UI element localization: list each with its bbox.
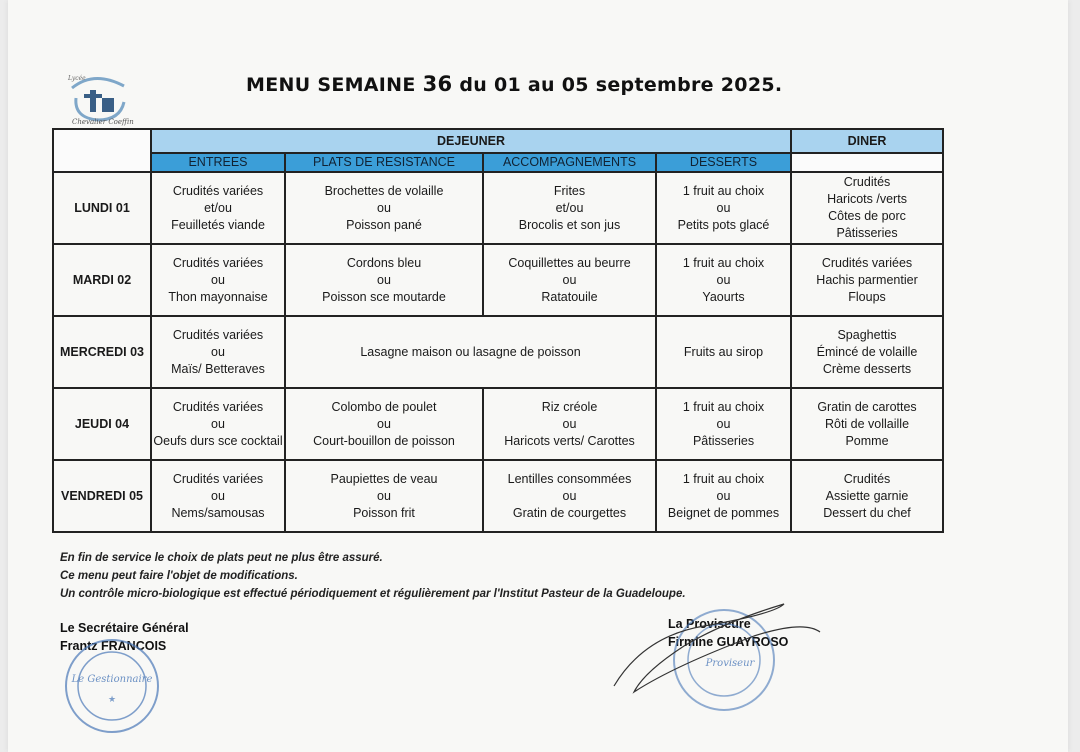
cell-line: Fruits au sirop xyxy=(683,344,764,359)
cell-line: Petits pots glacé xyxy=(677,217,770,232)
cell-line: ou xyxy=(562,416,577,431)
cell-line: et/ou xyxy=(555,200,584,215)
cell-line: Côtes de porc xyxy=(828,209,906,223)
cell-line: Pâtisseries xyxy=(836,226,898,240)
title-prefix: MENU SEMAINE xyxy=(246,74,416,96)
cell-line: ou xyxy=(211,344,225,359)
cell-line: Pomme xyxy=(845,433,889,448)
week-number: 36 xyxy=(422,72,453,96)
cell-line: ou xyxy=(211,416,225,431)
day-cell: LUNDI 01 xyxy=(53,172,151,244)
cell-line: et/ou xyxy=(204,200,232,215)
cell-line: 1 fruit au choix xyxy=(682,183,765,198)
cell-line: Thon mayonnaise xyxy=(168,289,268,304)
desserts-cell xyxy=(656,316,791,388)
cell-line: 1 fruit au choix xyxy=(682,471,765,486)
merged-plat-cell: Lasagne maison ou lasagne de poisson xyxy=(285,316,656,388)
cell-line: Poisson sce moutarde xyxy=(322,289,446,304)
logo-caption: Chevalier Coeffin xyxy=(72,118,134,126)
entrees-cell xyxy=(151,460,285,532)
cell-line: ou xyxy=(377,200,391,215)
cell-line: Floups xyxy=(848,289,886,304)
cell-line: Poisson frit xyxy=(353,505,415,520)
cell-line: Beignet de pommes xyxy=(667,505,780,520)
table-row xyxy=(53,460,943,532)
cell-line: ou xyxy=(562,272,577,287)
note-line: Ce menu peut faire l'objet de modifications. xyxy=(60,570,298,582)
diner-cell xyxy=(791,244,943,316)
plats-cell xyxy=(285,172,483,244)
cell-line: Court-bouillon de poisson xyxy=(313,433,455,448)
cell-line: ou xyxy=(211,488,225,503)
cell-line: ou xyxy=(211,272,225,287)
table-row xyxy=(53,316,943,388)
desserts-cell xyxy=(656,388,791,460)
group-header-dinner: DINER xyxy=(791,129,943,153)
desserts-cell xyxy=(656,460,791,532)
accompagnements-cell xyxy=(483,172,656,244)
cell-line: Crudités variées xyxy=(172,327,264,342)
cell-line: Dessert du chef xyxy=(823,505,911,520)
cell-line: Crudités variées xyxy=(172,399,264,414)
cell-line: ou xyxy=(716,488,731,503)
cell-line: ou xyxy=(716,272,731,287)
day-cell: VENDREDI 05 xyxy=(53,460,151,532)
menu-table xyxy=(52,128,944,533)
cell-line: Oeufs durs sce cocktail xyxy=(153,433,283,448)
cell-line: Crudités xyxy=(843,471,891,486)
note-line: Un contrôle micro-biologique est effectué périodiquement et régulièrement par l'Institut Pasteur de la Guadeloupe. xyxy=(60,588,686,600)
cell-line: Crudités variées xyxy=(821,255,913,270)
plats-cell xyxy=(285,388,483,460)
plats-cell xyxy=(285,244,483,316)
cell-line: 1 fruit au choix xyxy=(682,399,765,414)
cell-line: Crudités xyxy=(843,175,891,189)
cell-line: Assiette garnie xyxy=(825,488,909,503)
svg-text:★: ★ xyxy=(107,694,117,704)
day-cell: JEUDI 04 xyxy=(53,388,151,460)
entrees-cell xyxy=(151,316,285,388)
diner-cell xyxy=(791,172,943,244)
cell-line: Yaourts xyxy=(702,289,745,304)
stamp-right-text: Proviseur xyxy=(705,658,755,669)
cell-line: Nems/samousas xyxy=(171,505,265,520)
diner-cell xyxy=(791,460,943,532)
cell-line: Haricots verts/ Carottes xyxy=(504,433,635,448)
cell-line: Pâtisseries xyxy=(692,433,755,448)
cell-line: Riz créole xyxy=(541,399,598,414)
cell-line: Brochettes de volaille xyxy=(324,183,444,198)
signature-name: Firmine GUAYROSO xyxy=(668,635,789,649)
cell-line: 1 fruit au choix xyxy=(682,255,765,270)
cell-line: Colombo de poulet xyxy=(331,399,437,414)
cell-line: Paupiettes de veau xyxy=(330,471,438,486)
cell-line: Spaghettis xyxy=(837,327,897,342)
stamp-left xyxy=(56,636,168,736)
cell-line: Crudités variées xyxy=(172,471,264,486)
cell-line: Frites xyxy=(553,183,586,198)
cell-line: ou xyxy=(377,488,391,503)
cell-line: Lentilles consommées xyxy=(507,471,632,486)
footer-notes xyxy=(60,549,686,603)
table-row xyxy=(53,244,943,316)
cell-line: Crudités variées xyxy=(172,255,264,270)
cell-line: ou xyxy=(377,272,391,287)
cell-line: Crudités variées xyxy=(172,183,264,198)
cell-line: ou xyxy=(716,200,731,215)
accompagnements-cell xyxy=(483,460,656,532)
entrees-cell xyxy=(151,244,285,316)
cell-line: Crème desserts xyxy=(822,361,912,376)
note-line: En fin de service le choix de plats peut ne plus être assuré. xyxy=(60,552,383,564)
cell-line: Cordons bleu xyxy=(346,255,422,270)
column-header: ENTREES xyxy=(151,153,285,172)
dinner-subheader-blank xyxy=(791,153,943,172)
cell-line: Brocolis et son jus xyxy=(518,217,621,232)
stamp-right xyxy=(604,596,824,720)
cell-line: Maïs/ Betteraves xyxy=(171,361,265,376)
group-header-lunch: DEJEUNER xyxy=(151,129,791,153)
entrees-cell xyxy=(151,172,285,244)
day-cell: MERCREDI 03 xyxy=(53,316,151,388)
signature-role: Le Secrétaire Général xyxy=(60,621,189,635)
signature-name: Frantz FRANCOIS xyxy=(60,639,167,653)
table-row xyxy=(53,388,943,460)
page-title xyxy=(246,72,782,96)
accompagnements-cell xyxy=(483,244,656,316)
cell-line: ou xyxy=(377,416,391,431)
svg-text:Lycée: Lycée xyxy=(68,75,86,82)
desserts-cell xyxy=(656,172,791,244)
desserts-cell xyxy=(656,244,791,316)
title-suffix: du 01 au 05 septembre 2025. xyxy=(459,74,783,96)
signature-role: La Proviseure xyxy=(668,617,751,631)
day-cell: MARDI 02 xyxy=(53,244,151,316)
cell-line: Rôti de vollaille xyxy=(824,416,910,431)
cell-line: Gratin de carottes xyxy=(817,399,917,414)
cell-line: Coquillettes au beurre xyxy=(508,255,631,270)
cell-line: Gratin de courgettes xyxy=(512,505,627,520)
column-header: ACCOMPAGNEMENTS xyxy=(483,153,656,172)
entrees-cell xyxy=(151,388,285,460)
cell-line: Émincé de volaille xyxy=(816,344,918,359)
table-row xyxy=(53,172,943,244)
corner-cell xyxy=(53,129,151,172)
cell-line: Feuilletés viande xyxy=(171,217,265,232)
plats-cell xyxy=(285,460,483,532)
cell-line: Poisson pané xyxy=(346,217,422,232)
diner-cell xyxy=(791,316,943,388)
column-header: PLATS DE RESISTANCE xyxy=(285,153,483,172)
cell-line: Hachis parmentier xyxy=(816,272,918,287)
cell-line: ou xyxy=(716,416,731,431)
cell-line: Ratatouile xyxy=(541,289,598,304)
cell-line: Haricots /verts xyxy=(827,192,907,206)
handwritten-signature xyxy=(614,604,820,692)
cell-line: ou xyxy=(562,488,577,503)
column-header: DESSERTS xyxy=(656,153,791,172)
diner-cell xyxy=(791,388,943,460)
accompagnements-cell xyxy=(483,388,656,460)
stamp-left-text: Le Gestionnaire xyxy=(71,674,153,685)
